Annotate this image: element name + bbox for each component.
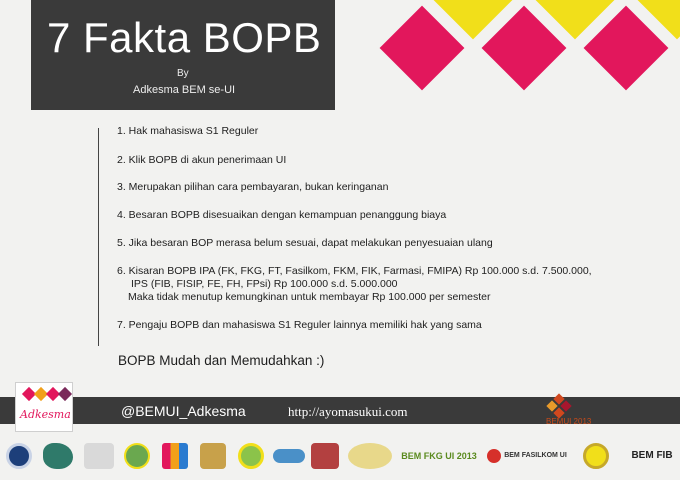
fact-5-text: 5. Jika besaran BOP merasa belum sesuai, dapat melakukan penyesuaian ulang: [117, 237, 493, 249]
diamond-yellow-2: [533, 0, 617, 39]
title-box: [31, 0, 335, 110]
twitter-handle[interactable]: @BEMUI_Adkesma: [121, 403, 246, 419]
list-item: [117, 125, 258, 138]
fact-4-text: 4. Besaran BOPB disesuaikan dengan kemampuan penanggung biaya: [117, 209, 447, 221]
bem-fib-logo: [628, 440, 676, 472]
faculty-logo-9: [308, 440, 342, 472]
list-item: [117, 209, 446, 222]
bem-fasilkom-logo-text: BEM FASILKOM UI: [504, 452, 567, 459]
page-title: 7 Fakta BOPB: [47, 14, 322, 61]
bem-fkg-logo-text: BEM FKG UI 2013: [401, 451, 477, 461]
closing-tagline: BOPB Mudah dan Memudahkan :): [118, 353, 325, 368]
bem-fasilkom-logo: [486, 440, 568, 472]
fact-6-line-2: IPS (FIB, FISIP, FE, FH, FPsi) Rp 100.000 s.d. 5.000.000: [131, 278, 398, 290]
adkesma-logo-text: Adkesma: [20, 408, 71, 421]
faculty-logo-7: [234, 440, 268, 472]
list-item: [117, 237, 493, 250]
fact-7-text: 7. Pengaju BOPB dan mahasiswa S1 Reguler lainnya memiliki hak yang sama: [117, 319, 482, 331]
bem-fkg-logo: [402, 440, 476, 472]
bemui-2013-logo: [540, 393, 620, 429]
by-label: By: [177, 68, 189, 79]
faculty-logo-4: [120, 440, 154, 472]
faculty-logo-2: [40, 440, 76, 472]
list-item: [117, 154, 286, 167]
list-item: [117, 265, 592, 304]
adkesma-logo: [15, 382, 73, 432]
fact-1-text: 1. Hak mahasiswa S1 Reguler: [117, 125, 259, 137]
list-item: [117, 181, 388, 194]
bem-fib-logo-text: BEM FIB: [631, 450, 673, 461]
faculty-logo-8: [272, 440, 306, 472]
faculty-logo-5: [160, 440, 190, 472]
website-link[interactable]: http://ayomasukui.com: [288, 404, 408, 419]
faculty-logo-1: [6, 440, 32, 472]
faculty-logo-3: [82, 440, 116, 472]
diamond-yellow-3: [635, 0, 680, 39]
fact-3-text: 3. Merupakan pilihan cara pembayaran, bukan keringanan: [117, 181, 389, 193]
list-divider: [98, 128, 99, 346]
fact-6-line-1: 6. Kisaran BOPB IPA (FK, FKG, FT, Fasilkom, FKM, FIK, Farmasi, FMIPA) Rp 100.000 s.d. 7.500.000,: [117, 265, 592, 277]
diamond-yellow-1: [431, 0, 515, 39]
author-label: Adkesma BEM se-UI: [133, 84, 236, 96]
faculty-logo-10: [346, 440, 394, 472]
bemui-logo-text: BEMUI 2013: [546, 417, 592, 426]
bem-fkui-logo: [566, 440, 626, 472]
list-item: [117, 319, 482, 332]
faculty-logo-6: [198, 440, 228, 472]
fact-2-text: 2. Klik BOPB di akun penerimaan UI: [117, 154, 287, 166]
fact-6-line-3: Maka tidak menutup kemungkinan untuk membayar Rp 100.000 per semester: [128, 291, 491, 303]
